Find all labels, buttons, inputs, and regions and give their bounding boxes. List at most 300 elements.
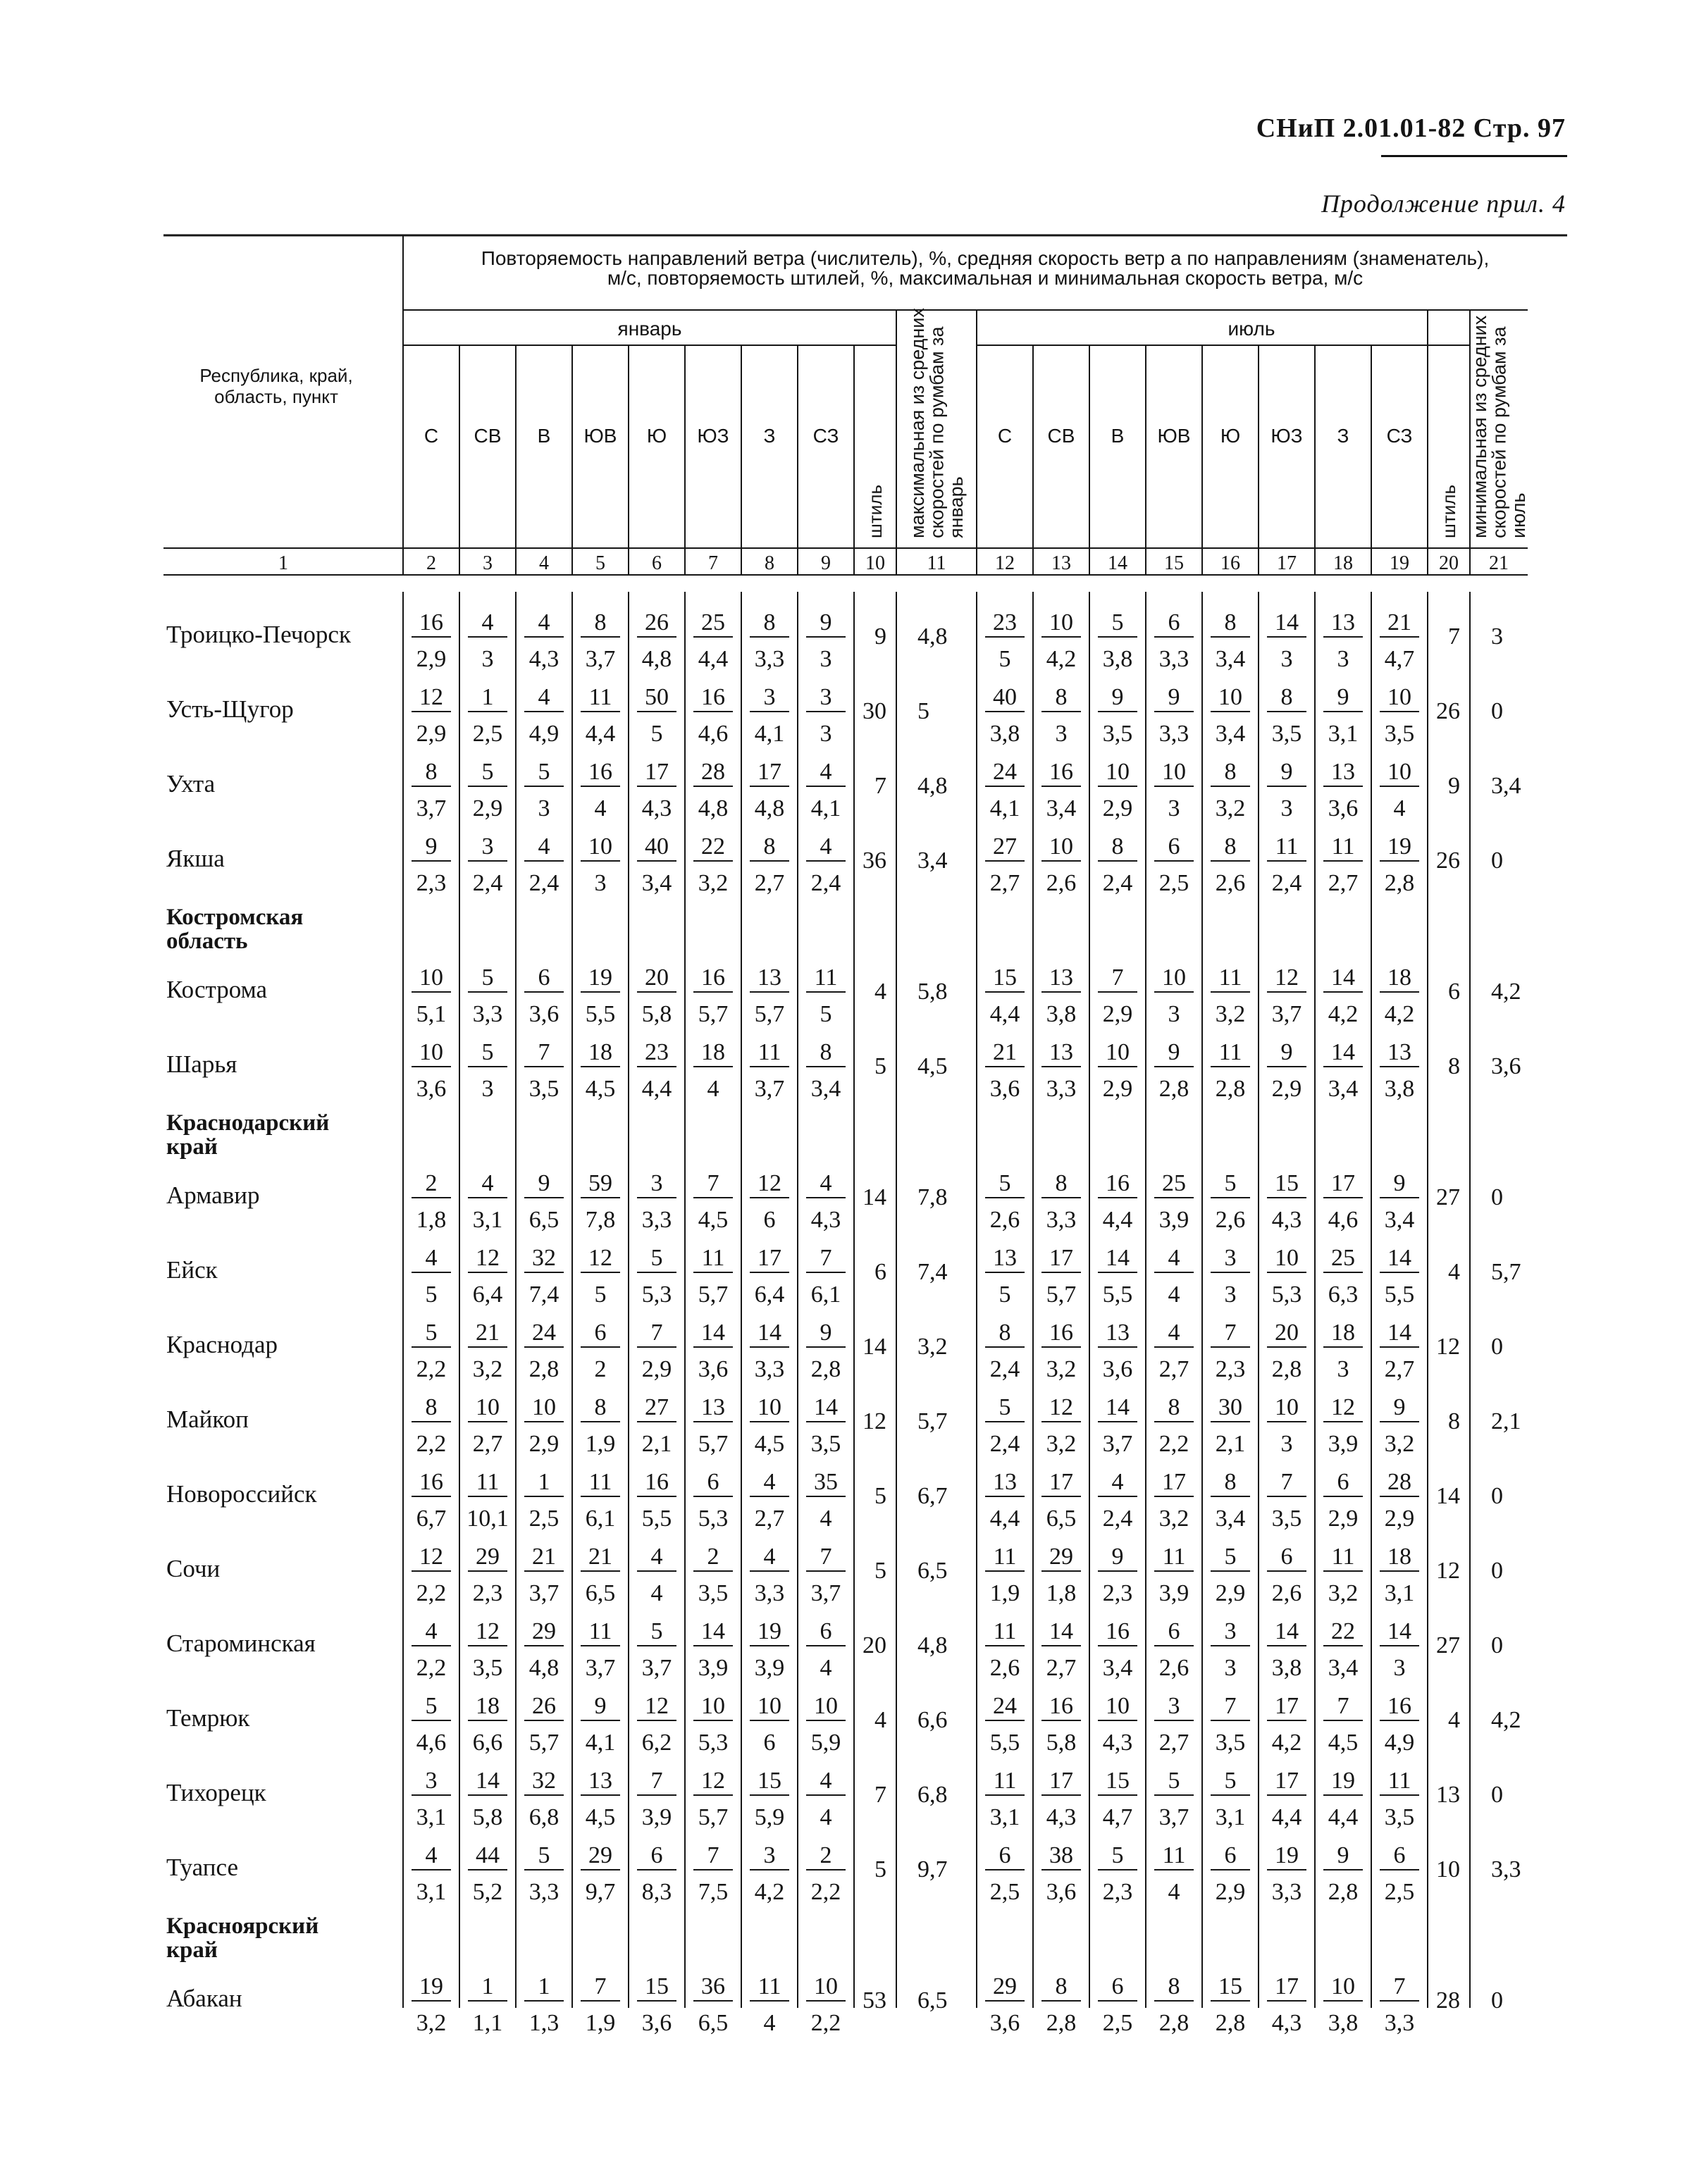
station-name: Сочи xyxy=(166,1555,221,1582)
jan-dir-value-numerator: 4 xyxy=(538,833,550,860)
jan-dir-value-denominator: 1,9 xyxy=(585,1431,616,1457)
jul-dir-value-denominator: 3,1 xyxy=(1215,1804,1246,1830)
jan-dir-value-numerator: 7 xyxy=(650,1320,663,1346)
jan-dir-value-numerator: 11 xyxy=(758,1039,781,1065)
jul-dir-value-numerator: 8 xyxy=(1224,833,1237,860)
column-number: 14 xyxy=(1108,552,1127,574)
jul-dir-value-denominator: 5 xyxy=(999,646,1011,672)
direction-header-jan: ЮЗ xyxy=(697,425,729,447)
jul-dir-value-numerator: 5 xyxy=(999,1394,1011,1420)
max-speed-january-header xyxy=(907,308,967,538)
jul-dir-value-denominator: 4,4 xyxy=(989,1506,1020,1532)
jan-dir-value-denominator: 3,6 xyxy=(416,1076,447,1102)
jul-dir-value-numerator: 14 xyxy=(1106,1394,1130,1420)
calm-july-value: 26 xyxy=(1436,698,1460,724)
jan-dir-value-numerator: 8 xyxy=(763,833,776,860)
calm-january-value: 4 xyxy=(874,979,886,1005)
jul-dir-value-denominator: 3,5 xyxy=(1271,721,1302,747)
station-name: Темрюк xyxy=(166,1704,250,1732)
jan-dir-value-denominator: 2,4 xyxy=(528,870,559,896)
jan-dir-value-denominator: 2,7 xyxy=(754,870,785,896)
jan-dir-value-numerator: 4 xyxy=(820,833,832,860)
jul-dir-value-numerator: 30 xyxy=(1218,1394,1242,1420)
jul-dir-value-denominator: 3,1 xyxy=(989,1804,1020,1830)
min-speed-july-value: 3,6 xyxy=(1491,1053,1521,1079)
jul-dir-value-denominator: 2,3 xyxy=(1102,1879,1133,1905)
station-name: Ухта xyxy=(166,770,216,798)
jan-dir-value-denominator: 5,3 xyxy=(698,1506,729,1532)
jan-dir-value-denominator: 6,4 xyxy=(472,1282,503,1308)
column-number: 3 xyxy=(483,552,493,574)
jan-dir-value-denominator: 1,8 xyxy=(416,1207,447,1233)
max-speed-january-value: 7,8 xyxy=(917,1184,948,1210)
min-speed-july-value: 0 xyxy=(1491,1334,1503,1360)
jul-dir-value-denominator: 2,8 xyxy=(1158,1076,1189,1102)
jul-dir-value-denominator: 4,2 xyxy=(1046,646,1077,672)
jan-dir-value-denominator: 4,8 xyxy=(754,795,785,821)
jan-dir-value-numerator: 23 xyxy=(645,1039,669,1065)
jan-dir-value-numerator: 4 xyxy=(481,609,494,635)
jan-dir-value-denominator: 5,7 xyxy=(754,1001,785,1027)
jan-dir-value-numerator: 9 xyxy=(538,1170,550,1196)
station-name: Абакан xyxy=(166,1985,242,2012)
jul-dir-value-numerator: 7 xyxy=(1337,1693,1349,1719)
jul-dir-value-denominator: 6,3 xyxy=(1328,1282,1359,1308)
jan-dir-value-denominator: 4,3 xyxy=(810,1207,841,1233)
calm-july-value: 4 xyxy=(1448,1259,1460,1285)
jan-dir-value-numerator: 15 xyxy=(645,1973,669,1999)
jan-dir-value-numerator: 3 xyxy=(481,833,494,860)
jan-dir-value-numerator: 3 xyxy=(425,1768,438,1794)
jan-dir-value-numerator: 20 xyxy=(645,964,669,991)
jul-dir-value-numerator: 11 xyxy=(1275,833,1299,860)
column-number: 8 xyxy=(765,552,774,574)
jan-dir-value-denominator: 7,8 xyxy=(585,1207,616,1233)
jul-dir-value-denominator: 2,9 xyxy=(1271,1076,1302,1102)
min-speed-july-value: 0 xyxy=(1491,1782,1503,1808)
jul-dir-value-denominator: 4 xyxy=(1168,1879,1180,1905)
column-number: 5 xyxy=(595,552,605,574)
jan-dir-value-denominator: 7,5 xyxy=(698,1879,729,1905)
jul-dir-value-numerator: 12 xyxy=(1331,1394,1355,1420)
calm-july-value: 4 xyxy=(1448,1707,1460,1733)
jan-dir-value-denominator: 5,8 xyxy=(641,1001,672,1027)
station-name: Усть-Щугор xyxy=(166,695,294,723)
max-speed-january-value: 3,2 xyxy=(917,1334,948,1360)
jan-dir-value-denominator: 4 xyxy=(650,1580,663,1606)
direction-header-jan: В xyxy=(537,425,551,447)
min-speed-july-value: 4,2 xyxy=(1491,979,1521,1005)
max-speed-january-value: 5,7 xyxy=(917,1408,948,1434)
calm-july-value: 8 xyxy=(1448,1053,1460,1079)
jan-dir-value-denominator: 3,7 xyxy=(810,1580,841,1606)
jan-dir-value-numerator: 11 xyxy=(758,1973,781,1999)
jul-dir-value-denominator: 2,4 xyxy=(1102,1506,1133,1532)
jul-dir-value-denominator: 3 xyxy=(1337,1356,1349,1382)
jan-dir-value-denominator: 9,7 xyxy=(585,1879,616,1905)
jan-dir-value-denominator: 4,5 xyxy=(585,1804,616,1830)
column-number: 12 xyxy=(995,552,1015,574)
jul-dir-value-numerator: 17 xyxy=(1049,1245,1073,1271)
jan-dir-value-denominator: 2,8 xyxy=(528,1356,559,1382)
jan-dir-value-numerator: 50 xyxy=(645,684,669,710)
calm-header-jan xyxy=(865,485,886,538)
jul-dir-value-numerator: 8 xyxy=(999,1320,1011,1346)
jan-dir-value-denominator: 2,3 xyxy=(472,1580,503,1606)
jul-dir-value-denominator: 2,6 xyxy=(1271,1580,1302,1606)
column-number: 2 xyxy=(426,552,436,574)
jan-dir-value-numerator: 7 xyxy=(707,1842,719,1868)
jan-dir-value-numerator: 2 xyxy=(820,1842,832,1868)
jan-dir-value-denominator: 5,2 xyxy=(472,1879,503,1905)
jan-dir-value-numerator: 8 xyxy=(763,609,776,635)
jan-dir-value-denominator: 10,1 xyxy=(466,1506,509,1532)
jan-dir-value-denominator: 3,7 xyxy=(754,1076,785,1102)
jan-dir-value-numerator: 10 xyxy=(758,1394,781,1420)
jul-dir-value-denominator: 2,5 xyxy=(1102,2010,1133,2036)
jan-dir-value-denominator: 6,5 xyxy=(698,2010,729,2036)
column-number: 21 xyxy=(1489,552,1509,574)
jul-dir-value-numerator: 40 xyxy=(993,684,1017,710)
jan-dir-value-denominator: 3,6 xyxy=(698,1356,729,1382)
max-speed-january-value: 4,8 xyxy=(917,1632,948,1658)
jul-dir-value-denominator: 3,8 xyxy=(1046,1001,1077,1027)
jul-dir-value-denominator: 3 xyxy=(1337,646,1349,672)
column-number: 16 xyxy=(1220,552,1240,574)
calm-july-value: 28 xyxy=(1436,1987,1460,2014)
jul-dir-value-denominator: 3 xyxy=(1393,1655,1406,1681)
vertical-header-line: июль xyxy=(1507,492,1529,538)
jul-dir-value-denominator: 2,9 xyxy=(1215,1580,1246,1606)
jan-dir-value-denominator: 5,5 xyxy=(585,1001,616,1027)
calm-january-value: 5 xyxy=(874,1053,886,1079)
jan-dir-value-numerator: 18 xyxy=(476,1693,500,1719)
jul-dir-value-numerator: 10 xyxy=(1387,759,1411,785)
jan-dir-value-denominator: 3,7 xyxy=(416,795,447,821)
jul-dir-value-numerator: 5 xyxy=(1111,609,1124,635)
jul-dir-value-denominator: 2,7 xyxy=(1384,1356,1415,1382)
jul-dir-value-numerator: 19 xyxy=(1275,1842,1299,1868)
jul-dir-value-numerator: 11 xyxy=(1162,1842,1186,1868)
max-speed-january-value: 7,4 xyxy=(917,1259,948,1285)
calm-january-value: 5 xyxy=(874,1558,886,1584)
calm-january-value: 6 xyxy=(874,1259,886,1285)
jan-dir-value-numerator: 13 xyxy=(588,1768,612,1794)
jul-dir-value-numerator: 8 xyxy=(1055,1170,1068,1196)
jul-dir-value-numerator: 27 xyxy=(993,833,1017,860)
jul-dir-value-denominator: 4,1 xyxy=(989,795,1020,821)
jan-dir-value-denominator: 2,9 xyxy=(416,646,447,672)
direction-header-jan: ЮВ xyxy=(583,425,617,447)
jan-dir-value-numerator: 5 xyxy=(650,1618,663,1644)
jan-dir-value-denominator: 2,7 xyxy=(754,1506,785,1532)
column-number: 9 xyxy=(821,552,831,574)
jan-dir-value-numerator: 32 xyxy=(532,1245,556,1271)
jan-dir-value-numerator: 19 xyxy=(419,1973,443,1999)
calm-january-value: 53 xyxy=(863,1987,886,2014)
jul-dir-value-numerator: 9 xyxy=(1393,1170,1406,1196)
jul-dir-value-denominator: 3,3 xyxy=(1271,1879,1302,1905)
jul-dir-value-numerator: 9 xyxy=(1337,1842,1349,1868)
jan-dir-value-denominator: 2,2 xyxy=(416,1580,447,1606)
max-speed-january-value: 9,7 xyxy=(917,1856,948,1882)
jan-dir-value-denominator: 1,1 xyxy=(472,2010,503,2036)
jan-dir-value-denominator: 5,1 xyxy=(416,1001,447,1027)
direction-header-jul: СВ xyxy=(1047,425,1075,447)
jul-dir-value-denominator: 2,6 xyxy=(1215,1207,1246,1233)
calm-january-value: 9 xyxy=(874,623,886,650)
jan-dir-value-numerator: 4 xyxy=(425,1618,438,1644)
jul-dir-value-numerator: 20 xyxy=(1275,1320,1299,1346)
max-speed-january-value: 5,8 xyxy=(917,979,948,1005)
jan-dir-value-denominator: 4,8 xyxy=(698,795,729,821)
calm-january-value: 36 xyxy=(863,848,886,874)
jan-dir-value-numerator: 2 xyxy=(707,1544,719,1570)
jan-dir-value-denominator: 3,3 xyxy=(754,1580,785,1606)
jul-dir-value-numerator: 9 xyxy=(1111,1544,1124,1570)
jan-dir-value-numerator: 12 xyxy=(758,1170,781,1196)
jan-dir-value-numerator: 6 xyxy=(538,964,550,991)
jan-dir-value-denominator: 3 xyxy=(820,646,832,672)
jan-dir-value-denominator: 2,9 xyxy=(472,795,503,821)
jan-dir-value-denominator: 4,2 xyxy=(754,1879,785,1905)
min-speed-july-value: 0 xyxy=(1491,698,1503,724)
station-name: Ейск xyxy=(166,1256,218,1284)
station-name: Туапсе xyxy=(166,1854,238,1881)
jan-dir-value-numerator: 1 xyxy=(481,1973,494,1999)
jul-dir-value-numerator: 6 xyxy=(1337,1469,1349,1495)
jul-dir-value-numerator: 22 xyxy=(1331,1618,1355,1644)
jul-dir-value-denominator: 3,2 xyxy=(1215,795,1246,821)
jan-dir-value-numerator: 44 xyxy=(476,1842,500,1868)
vertical-header-line: скоростей по румбам за xyxy=(1488,326,1510,538)
jan-dir-value-denominator: 2,5 xyxy=(472,721,503,747)
jul-dir-value-denominator: 4,2 xyxy=(1271,1730,1302,1756)
jul-dir-value-numerator: 13 xyxy=(993,1245,1017,1271)
jan-dir-value-numerator: 7 xyxy=(594,1973,607,1999)
calm-january-value: 5 xyxy=(874,1856,886,1882)
jul-dir-value-denominator: 3 xyxy=(1224,1282,1237,1308)
jul-dir-value-numerator: 9 xyxy=(1280,1039,1293,1065)
jan-dir-value-numerator: 16 xyxy=(701,684,725,710)
jul-dir-value-denominator: 3,5 xyxy=(1384,721,1415,747)
jul-dir-value-denominator: 2,4 xyxy=(1102,870,1133,896)
jan-dir-value-denominator: 2,2 xyxy=(416,1431,447,1457)
calm-july-value: 10 xyxy=(1436,1856,1460,1882)
jul-dir-value-denominator: 3 xyxy=(1280,646,1293,672)
jul-dir-value-numerator: 16 xyxy=(1387,1693,1411,1719)
jul-dir-value-denominator: 2,5 xyxy=(1384,1879,1415,1905)
vertical-header-line: скоростей по румбам за xyxy=(926,326,948,538)
jan-dir-value-denominator: 5 xyxy=(650,721,663,747)
jul-dir-value-denominator: 3,5 xyxy=(1102,721,1133,747)
region-heading: Костромская область xyxy=(166,905,304,954)
jul-dir-value-denominator: 2,8 xyxy=(1384,870,1415,896)
jan-dir-value-numerator: 10 xyxy=(419,964,443,991)
jan-dir-value-numerator: 7 xyxy=(707,1170,719,1196)
jul-dir-value-denominator: 2,6 xyxy=(1158,1655,1189,1681)
jan-dir-value-numerator: 4 xyxy=(820,1170,832,1196)
jan-dir-value-denominator: 3,3 xyxy=(754,1356,785,1382)
jul-dir-value-numerator: 18 xyxy=(1331,1320,1355,1346)
station-name: Армавир xyxy=(166,1181,260,1209)
jan-dir-value-denominator: 5,3 xyxy=(698,1730,729,1756)
jul-dir-value-numerator: 16 xyxy=(1106,1170,1130,1196)
jul-dir-value-denominator: 2,6 xyxy=(989,1207,1020,1233)
jan-dir-value-numerator: 3 xyxy=(650,1170,663,1196)
jan-dir-value-numerator: 2 xyxy=(425,1170,438,1196)
max-speed-january-value: 6,7 xyxy=(917,1483,948,1509)
jan-dir-value-numerator: 16 xyxy=(419,1469,443,1495)
jan-dir-value-numerator: 3 xyxy=(763,1842,776,1868)
jul-dir-value-denominator: 2,9 xyxy=(1102,1001,1133,1027)
min-speed-july-value: 0 xyxy=(1491,1987,1503,2014)
jul-dir-value-denominator: 3,2 xyxy=(1046,1356,1077,1382)
jul-dir-value-numerator: 15 xyxy=(1218,1973,1242,1999)
jan-dir-value-numerator: 19 xyxy=(588,964,612,991)
jan-dir-value-numerator: 10 xyxy=(588,833,612,860)
jan-dir-value-numerator: 10 xyxy=(419,1039,443,1065)
jul-dir-value-denominator: 3 xyxy=(1168,1001,1180,1027)
direction-header-jan: СВ xyxy=(474,425,502,447)
jul-dir-value-numerator: 25 xyxy=(1162,1170,1186,1196)
jul-dir-value-numerator: 5 xyxy=(1224,1544,1237,1570)
jan-dir-value-denominator: 5,9 xyxy=(754,1804,785,1830)
jul-dir-value-numerator: 6 xyxy=(1224,1842,1237,1868)
jul-dir-value-numerator: 13 xyxy=(1106,1320,1130,1346)
jan-dir-value-denominator: 4,1 xyxy=(754,721,785,747)
jan-dir-value-denominator: 4,4 xyxy=(698,646,729,672)
jul-dir-value-numerator: 7 xyxy=(1393,1973,1406,1999)
jul-dir-value-numerator: 6 xyxy=(1168,1618,1180,1644)
column-number: 7 xyxy=(708,552,718,574)
min-speed-july-value: 4,2 xyxy=(1491,1707,1521,1733)
jan-dir-value-denominator: 2,4 xyxy=(810,870,841,896)
jul-dir-value-denominator: 3,2 xyxy=(1384,1431,1415,1457)
jul-dir-value-denominator: 2,2 xyxy=(1158,1431,1189,1457)
jul-dir-value-numerator: 10 xyxy=(1049,609,1073,635)
jan-dir-value-numerator: 13 xyxy=(758,964,781,991)
jul-dir-value-numerator: 14 xyxy=(1049,1618,1073,1644)
jul-dir-value-denominator: 3,6 xyxy=(1328,795,1359,821)
calm-january-value: 7 xyxy=(874,1782,886,1808)
jan-dir-value-denominator: 5,7 xyxy=(528,1730,559,1756)
jan-dir-value-numerator: 5 xyxy=(425,1693,438,1719)
jul-dir-value-denominator: 2,1 xyxy=(1215,1431,1246,1457)
jul-dir-value-numerator: 11 xyxy=(1218,1039,1242,1065)
min-speed-july-value: 0 xyxy=(1491,1184,1503,1210)
station-name: Тихорецк xyxy=(166,1779,266,1806)
jul-dir-value-denominator: 3,3 xyxy=(1158,646,1189,672)
jul-dir-value-numerator: 13 xyxy=(993,1469,1017,1495)
jul-dir-value-numerator: 10 xyxy=(1106,1693,1130,1719)
page-header-code: СНиП 2.01.01-82 Стр. 97 xyxy=(1256,113,1566,143)
max-speed-january-value: 4,8 xyxy=(917,773,948,799)
column-number: 1 xyxy=(278,552,288,574)
jan-dir-value-numerator: 10 xyxy=(701,1693,725,1719)
jul-dir-value-numerator: 8 xyxy=(1111,833,1124,860)
jul-dir-value-denominator: 1,9 xyxy=(989,1580,1020,1606)
jul-dir-value-numerator: 38 xyxy=(1049,1842,1073,1868)
jan-dir-value-numerator: 17 xyxy=(758,759,781,785)
jul-dir-value-denominator: 3,7 xyxy=(1102,1431,1133,1457)
jul-dir-value-denominator: 3,7 xyxy=(1158,1804,1189,1830)
jan-dir-value-denominator: 4 xyxy=(820,1506,832,1532)
jan-dir-value-numerator: 7 xyxy=(820,1245,832,1271)
jan-dir-value-denominator: 6 xyxy=(763,1730,776,1756)
jul-dir-value-denominator: 3,8 xyxy=(1328,2010,1359,2036)
jul-dir-value-numerator: 14 xyxy=(1106,1245,1130,1271)
jan-dir-value-numerator: 12 xyxy=(419,684,443,710)
direction-header-jul: С xyxy=(997,425,1013,447)
jan-dir-value-numerator: 6 xyxy=(594,1320,607,1346)
jul-dir-value-denominator: 3,4 xyxy=(1328,1655,1359,1681)
station-name: Якша xyxy=(166,845,225,872)
jul-dir-value-numerator: 15 xyxy=(993,964,1017,991)
station-name: Троицко-Печорск xyxy=(166,621,351,648)
jan-dir-value-denominator: 6,1 xyxy=(810,1282,841,1308)
column-number: 11 xyxy=(927,552,946,574)
jul-dir-value-denominator: 3,5 xyxy=(1215,1730,1246,1756)
max-speed-january-value: 6,6 xyxy=(917,1707,948,1733)
jan-dir-value-numerator: 5 xyxy=(650,1245,663,1271)
jul-dir-value-denominator: 4,3 xyxy=(1271,2010,1302,2036)
jul-dir-value-denominator: 3,2 xyxy=(1328,1580,1359,1606)
jul-dir-value-numerator: 29 xyxy=(993,1973,1017,1999)
jan-dir-value-numerator: 7 xyxy=(650,1768,663,1794)
min-speed-july-value: 3,4 xyxy=(1491,773,1521,799)
jul-dir-value-denominator: 2,3 xyxy=(1102,1580,1133,1606)
jan-dir-value-denominator: 3,2 xyxy=(416,2010,447,2036)
jan-dir-value-denominator: 3 xyxy=(481,646,494,672)
jan-dir-value-numerator: 5 xyxy=(481,1039,494,1065)
jul-dir-value-denominator: 6,5 xyxy=(1046,1506,1077,1532)
jul-dir-value-numerator: 9 xyxy=(1280,759,1293,785)
jan-dir-value-numerator: 4 xyxy=(538,684,550,710)
calm-january-value: 5 xyxy=(874,1483,886,1509)
jan-dir-value-numerator: 16 xyxy=(588,759,612,785)
min-speed-july-value: 0 xyxy=(1491,1632,1503,1658)
jan-dir-value-denominator: 3,2 xyxy=(698,870,729,896)
jul-dir-value-denominator: 4,3 xyxy=(1271,1207,1302,1233)
station-name: Кострома xyxy=(166,976,268,1003)
jul-dir-value-numerator: 11 xyxy=(1331,833,1355,860)
jan-dir-value-numerator: 21 xyxy=(588,1544,612,1570)
jul-dir-value-denominator: 3,8 xyxy=(1271,1655,1302,1681)
jul-dir-value-numerator: 16 xyxy=(1049,759,1073,785)
jul-dir-value-denominator: 1,8 xyxy=(1046,1580,1077,1606)
jul-dir-value-numerator: 8 xyxy=(1055,1973,1068,1999)
jan-dir-value-denominator: 3,7 xyxy=(585,646,616,672)
jan-dir-value-denominator: 1,3 xyxy=(528,2010,559,2036)
max-speed-january-value: 6,5 xyxy=(917,1987,948,2014)
calm-january-value: 14 xyxy=(863,1334,886,1360)
jul-dir-value-numerator: 8 xyxy=(1168,1973,1180,1999)
jul-dir-value-denominator: 4,6 xyxy=(1328,1207,1359,1233)
jan-dir-value-numerator: 16 xyxy=(701,964,725,991)
jul-dir-value-denominator: 4,4 xyxy=(989,1001,1020,1027)
jul-dir-value-numerator: 7 xyxy=(1224,1693,1237,1719)
jul-dir-value-denominator: 2,7 xyxy=(1158,1356,1189,1382)
jul-dir-value-numerator: 6 xyxy=(1280,1544,1293,1570)
jul-dir-value-numerator: 3 xyxy=(1224,1245,1237,1271)
jul-dir-value-numerator: 13 xyxy=(1387,1039,1411,1065)
jul-dir-value-denominator: 3,6 xyxy=(989,2010,1020,2036)
jan-dir-value-denominator: 8,3 xyxy=(641,1879,672,1905)
jan-dir-value-denominator: 4 xyxy=(820,1655,832,1681)
jan-dir-value-denominator: 6,4 xyxy=(754,1282,785,1308)
column-number: 4 xyxy=(539,552,549,574)
